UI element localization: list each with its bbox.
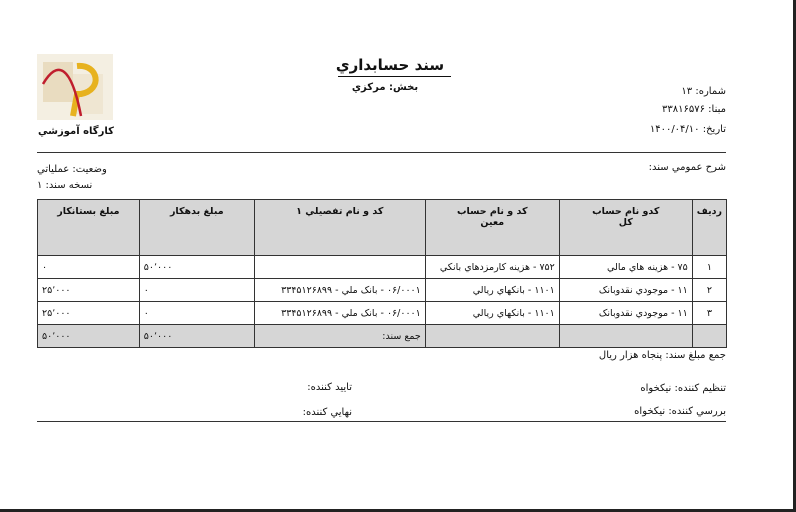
prepared-by: تنظيم کننده: نيکخواه	[640, 383, 726, 394]
company-logo	[37, 54, 113, 120]
final-approver: نهايي کننده:	[302, 407, 352, 418]
debit-cell: ۰	[139, 302, 254, 325]
detail-account-cell	[254, 256, 425, 279]
table-row	[38, 302, 727, 325]
document-version: نسخه سند: ۱	[37, 180, 93, 191]
document-reference: مبنا: ۳۳۸۱۶۵۷۶	[662, 104, 726, 115]
header-debit: مبلغ بدهکار	[139, 200, 254, 256]
company-name: کارگاه آموزشي	[38, 126, 114, 137]
row-number: ۲	[692, 279, 726, 302]
voucher-table	[37, 199, 727, 348]
table-row	[38, 279, 727, 302]
header-general-account: کدو نام حساب کل	[559, 200, 692, 256]
document-date: تاريخ: ۱۴۰۰/۰۴/۱۰	[649, 124, 726, 135]
row-number: ۱	[692, 256, 726, 279]
total-credit: ۵۰٬۰۰۰	[38, 325, 140, 348]
approved-by: تاييد کننده:	[307, 382, 352, 393]
divider-top	[37, 152, 726, 153]
header-credit: مبلغ بستانکار	[38, 200, 140, 256]
document-number: شماره: ۱۳	[681, 86, 726, 97]
total-empty-cell	[692, 325, 726, 348]
document-status: وضعيت: عملياتي	[37, 164, 107, 175]
general-account-cell: ۱۱ - موجودي نقدوبانک	[559, 302, 692, 325]
divider-bottom	[37, 421, 726, 422]
credit-cell: ۰	[38, 256, 140, 279]
subsidiary-account-cell: ۱۱۰۱ - بانکهاي ريالي	[425, 279, 559, 302]
debit-cell: ۰	[139, 279, 254, 302]
header-subsidiary-account: کد و نام حساب معين	[425, 200, 559, 256]
total-empty-cell	[559, 325, 692, 348]
reviewed-by: بررسي کننده: نيکخواه	[634, 406, 726, 417]
total-label: جمع سند:	[254, 325, 425, 348]
table-row	[38, 256, 727, 279]
detail-account-cell: ۰۶/۰۰۰۱ - بانک ملي - ۳۳۴۵۱۲۶۸۹۹	[254, 302, 425, 325]
section-label: بخش: مرکزي	[351, 82, 419, 93]
total-empty-cell	[425, 325, 559, 348]
table-total-row	[38, 325, 727, 348]
credit-cell: ۲۵٬۰۰۰	[38, 302, 140, 325]
subsidiary-account-cell: ۱۱۰۱ - بانکهاي ريالي	[425, 302, 559, 325]
total-debit: ۵۰٬۰۰۰	[139, 325, 254, 348]
header-row-number: رديف	[692, 200, 726, 256]
amount-in-words: جمع مبلغ سند: پنجاه هزار ريال	[598, 350, 726, 361]
general-account-cell: ۷۵ - هزينه هاي مالي	[559, 256, 692, 279]
credit-cell: ۲۵٬۰۰۰	[38, 279, 140, 302]
debit-cell: ۵۰٬۰۰۰	[139, 256, 254, 279]
header-detail-account: کد و نام تفصيلي ۱	[254, 200, 425, 256]
row-number: ۳	[692, 302, 726, 325]
general-description: شرح عمومي سند:	[648, 162, 726, 173]
title-underline	[338, 76, 451, 77]
document-title: سند حسابداري	[335, 56, 445, 74]
detail-account-cell: ۰۶/۰۰۰۱ - بانک ملي - ۳۳۴۵۱۲۶۸۹۹	[254, 279, 425, 302]
table-header-row	[38, 200, 727, 256]
logo-paper	[43, 62, 73, 102]
general-account-cell: ۱۱ - موجودي نقدوبانک	[559, 279, 692, 302]
subsidiary-account-cell: ۷۵۲ - هزينه کارمزدهاي بانکي	[425, 256, 559, 279]
